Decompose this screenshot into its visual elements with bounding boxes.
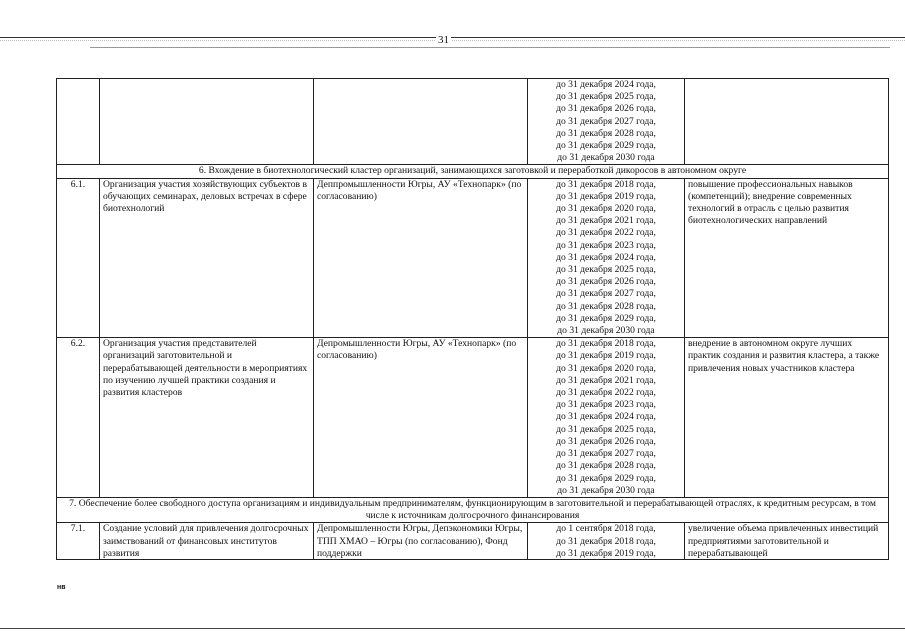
section-heading-row [57, 165, 889, 178]
deadline: до 31 декабря 2026 года, [556, 103, 656, 115]
deadline: до 31 декабря 2018 года, [556, 178, 656, 190]
footer-rule [0, 628, 905, 629]
row-number: 6.1. [57, 178, 100, 338]
deadline: до 31 декабря 2023 года, [556, 239, 656, 251]
deadlines-cell [528, 178, 685, 338]
row-number-text: 7.1. [70, 523, 86, 535]
deadline: до 31 декабря 2019 года, [556, 190, 656, 202]
responsible-cell [314, 523, 528, 560]
page-number: 31 [438, 34, 449, 46]
table-row-continuation [57, 79, 889, 165]
table-row-6-2 [57, 338, 889, 498]
deadline: до 31 декабря 2030 года [557, 484, 655, 496]
header-rule [0, 37, 905, 38]
row-number [57, 523, 100, 560]
deadline: до 31 декабря 2021 года, [556, 374, 656, 386]
deadline: до 31 декабря 2022 года, [556, 227, 656, 239]
deadline: до 31 декабря 2021 года, [556, 215, 656, 227]
footer-mark: нв [57, 584, 66, 591]
activity-cell [100, 523, 314, 560]
deadline: до 31 декабря 2029 года, [556, 140, 656, 152]
deadline: до 31 декабря 2018 года, [556, 338, 656, 350]
deadline: до 31 декабря 2025 года, [556, 423, 656, 435]
deadline: до 31 декабря 2028 года, [556, 460, 656, 472]
responsible-cell: Деппромышленности Югры, АУ «Технопарк» (по согласованию) [314, 178, 528, 338]
section-7-heading: 7. Обеспечение более свободного доступа организациям и индивидуальным предпринимателям, функционирующим в заготовительной и перерабатывающей отраслях, к кредитным ресурсам, в том числе к источникам долгосрочного финансирования [57, 497, 889, 522]
deadline: до 31 декабря 2030 года [557, 325, 655, 337]
result-cell [685, 79, 889, 165]
deadline: до 31 декабря 2018 года, [556, 535, 656, 547]
result-cell [685, 523, 889, 560]
deadline: до 31 декабря 2019 года, [556, 547, 656, 559]
responsible-cell: Депромышленности Югры, АУ «Технопарк» (по согласованию) [314, 338, 528, 498]
deadline: до 31 декабря 2024 года, [556, 251, 656, 263]
deadline: до 31 декабря 2024 года, [556, 411, 656, 423]
deadline: до 31 декабря 2030 года [557, 152, 655, 164]
activity-text: Создание условий для привлечения долгосрочных заимствований от финансовых институтов развития [103, 523, 309, 559]
section-heading-row [57, 497, 889, 522]
deadlines-cell [528, 79, 685, 165]
activity-cell: Организация участия представителей организаций заготовительной и перерабатывающей деятельности в мероприятиях по изучению лучшей практики создания и развития кластеров [100, 338, 314, 498]
deadlines-cell [528, 338, 685, 498]
deadline: до 31 декабря 2020 года, [556, 362, 656, 374]
deadline: до 31 декабря 2029 года, [556, 472, 656, 484]
header-dotted-rule [0, 40, 905, 41]
header-rule-secondary [90, 47, 890, 48]
row-number: 6.2. [57, 338, 100, 498]
deadline: до 31 декабря 2023 года, [556, 399, 656, 411]
result-cell: внедрение в автономном округе лучших практик создания и развития кластера, а также привлечения новых участников кластера [685, 338, 889, 498]
deadline: до 31 декабря 2022 года, [556, 387, 656, 399]
deadlines-list [531, 523, 681, 559]
activity-cell [100, 79, 314, 165]
deadline: до 31 декабря 2028 года, [556, 300, 656, 312]
deadline: до 31 декабря 2020 года, [556, 203, 656, 215]
deadline: до 31 декабря 2024 года, [556, 79, 656, 90]
plan-table [56, 78, 889, 560]
responsible-text: Депромышленности Югры, Депэкономики Югры, ТПП ХМАО – Югры (по согласованию), Фонд поддержки [317, 523, 523, 559]
deadline: до 31 декабря 2029 года, [556, 312, 656, 324]
deadline: до 31 декабря 2025 года, [556, 91, 656, 103]
activity-cell: Организация участия хозяйствующих субъектов в обучающих семинарах, деловых встречах в сфере биотехнологий [100, 178, 314, 338]
deadline: до 31 декабря 2027 года, [556, 288, 656, 300]
section-6-heading: 6. Вхождение в биотехнологический кластер организаций, занимающихся заготовкой и переработкой дикоросов в автономном округе [57, 165, 889, 178]
deadline: до 31 декабря 2026 года, [556, 435, 656, 447]
deadline: до 31 декабря 2027 года, [556, 115, 656, 127]
result-cell: повышение профессиональных навыков (компетенций); внедрение современных технологий в отрасль с целью развития биотехнологических направлений [685, 178, 889, 338]
table-row-6-1 [57, 178, 889, 338]
responsible-cell [314, 79, 528, 165]
result-text: увеличение объема привлеченных инвестиций предприятиями заготовительной и перерабатывающей [688, 523, 879, 559]
deadline: до 31 декабря 2026 года, [556, 276, 656, 288]
deadline: до 1 сентября 2018 года, [556, 523, 656, 535]
deadline: до 31 декабря 2027 года, [556, 448, 656, 460]
deadlines-cell [528, 523, 685, 560]
deadline: до 31 декабря 2028 года, [556, 127, 656, 139]
deadline: до 31 декабря 2025 года, [556, 264, 656, 276]
table-row-7-1 [57, 523, 889, 560]
row-number [57, 79, 100, 165]
deadline: до 31 декабря 2019 года, [556, 350, 656, 362]
